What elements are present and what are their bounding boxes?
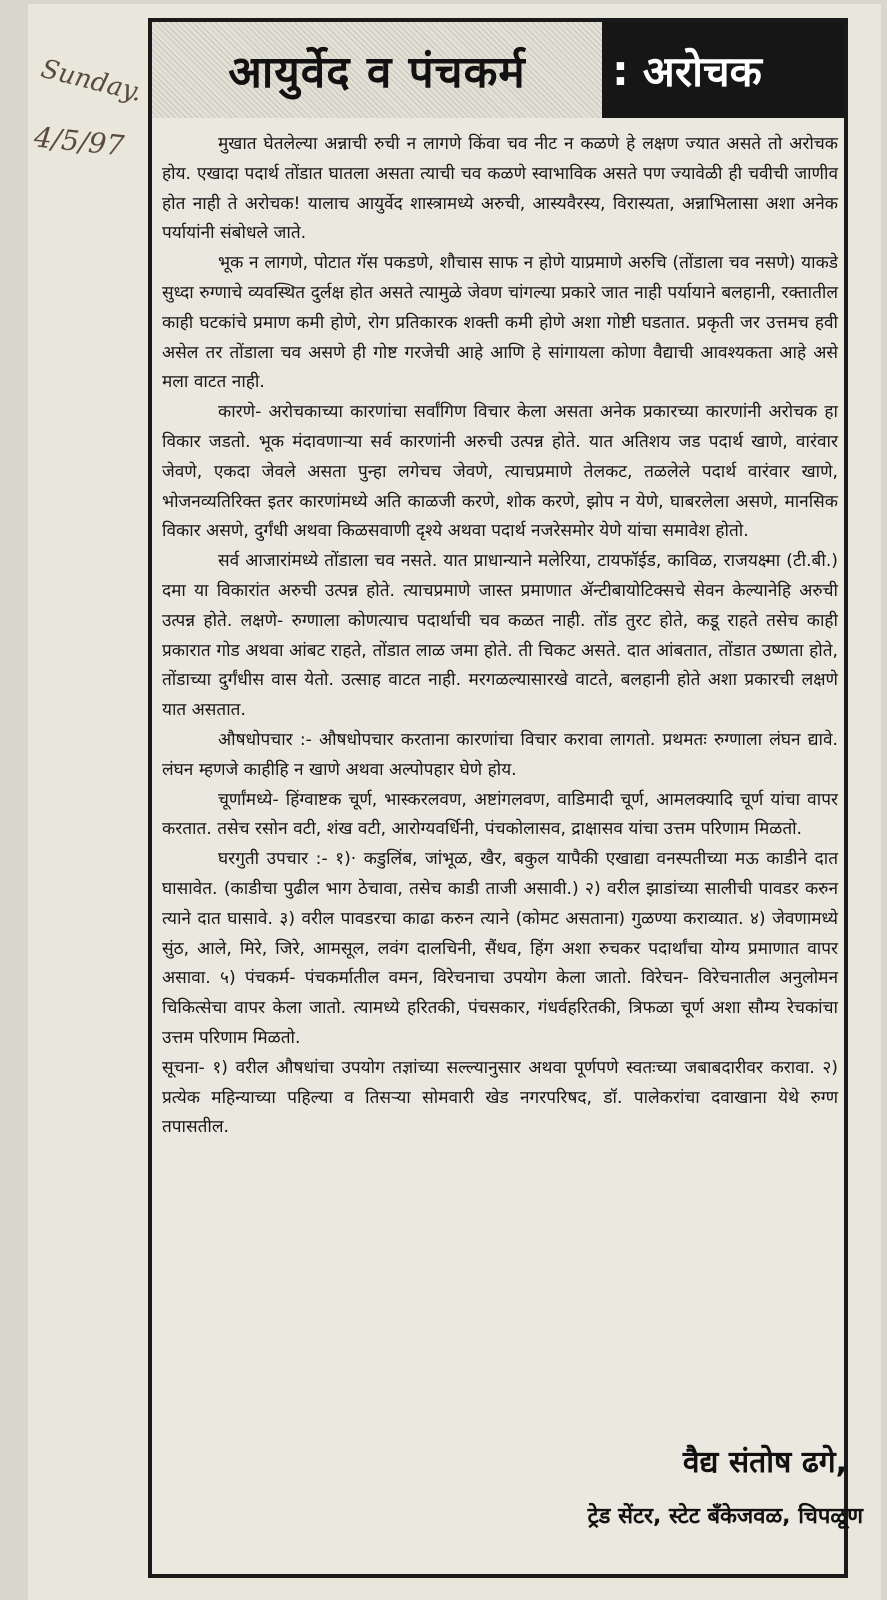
paragraph-causes: कारणे- अरोचकाच्या कारणांचा सर्वांगिण विचार केला असता अनेक प्रकारच्या कारणांनी अरोचक हा विकार जडतो. भूक मंदावणाऱ्या सर्व कारणांनी अरुची उत्पन्न होते. यात अतिशय जड पदार्थ खाणे, वारंवार जेवणे, एकदा जेवले असता पुन्हा लगेचच जेवणे, त्याचप्रमाणे तेलकट, तळलेले पदार्थ वारंवार खाणे, भोजनव्यतिरिक्त इतर कारणांमध्ये अति काळजी करणे, शोक करणे, झोप न येणे, घाबरलेला असणे, मानसिक विकार असणे, दुर्गंधी अथवा किळसवाणी दृश्ये अथवा पदार्थ नजरेसमोर येणे यांचा समावेश होतो. bbox=[162, 402, 838, 542]
title-separator: : bbox=[612, 45, 629, 95]
paragraph-treatment: औषधोपचार :- औषधोपचार करताना कारणांचा विचार करावा लागतो. प्रथमतः रुग्णाला लंघन द्यावे. लंघन म्हणजे काहीहि न खाणे अथवा अल्पोपहार घेणे होय. bbox=[162, 729, 838, 780]
author-signature: वैद्य संतोष ढगे, bbox=[682, 1445, 847, 1480]
paragraph-symptoms: सर्व आजारांमध्ये तोंडाला चव नसते. यात प्राधान्याने मलेरिया, टायफॉईड, काविळ, राजयक्ष्मा (टी.बी.) दमा या विकारांत अरुची उत्पन्न होते. त्याचप्रमाणे जास्त प्रमाणात ॲन्टीबायोटिक्सचे सेवन केल्यानेहि अरुची उत्पन्न होते. लक्षणे- रुग्णाला कोणत्याच पदार्थाची चव कळत नाही. तोंड तुरट होते, कडू राहते तसेच काही प्रकारात गोड अथवा आंबट राहते, तोंडात लाळ जमा होते. ती चिकट असते. दात आंबतात, तोंडात उष्णता होते, तोंडाच्या दुर्गंधीस वास येतो. उत्साह वाटत नाही. मरगळल्यासारखे वाटते, बलहानी होते अशा प्रकारची लक्षणे यात असतात. bbox=[162, 551, 838, 721]
paragraph-intro: मुखात घेतलेल्या अन्नाची रुची न लागणे किंवा चव नीट न कळणे हे लक्षण ज्यात असते तो अरोचक होय. एखादा पदार्थ तोंडात घातला असता त्याची चव कळणे स्वाभाविक असते पण ज्यावेळी ही चवीची जाणीव होत नाही ते अरोचक! यालाच आयुर्वेद शास्त्रामध्ये अरुची, आस्यवैरस्य, विरास्यता, अन्नाभिलासा अशा अनेक पर्यायांनी संबोधले जाते. bbox=[162, 134, 838, 244]
article-header bbox=[152, 22, 844, 118]
article-frame bbox=[148, 18, 848, 1578]
article-title: अरोचक bbox=[642, 46, 762, 96]
paragraph-notice: सूचना- १) वरील औषधांचा उपयोग तज्ञांच्या सल्ल्यानुसार अथवा पूर्णपणे स्वतःच्या जबाबदारीवर करावा. २) प्रत्येक महिन्याच्या पहिल्या व तिसऱ्या सोमवारी खेड नगरपरिषद, डॉ. पालेकरांचा दवाखाना येथे रुग्ण तपासतील. bbox=[162, 1057, 838, 1138]
author-address: ट्रेड सेंटर, स्टेट बँकेजवळ, चिपळूण bbox=[587, 1504, 863, 1529]
handwritten-date-note: 4/5/97 bbox=[32, 120, 126, 163]
paragraph-effects: भूक न लागणे, पोटात गॅस पकडणे, शौचास साफ न होणे याप्रमाणे अरुचि (तोंडाला चव नसणे) याकडे सुध्दा रुग्णाचे व्यवस्थित दुर्लक्ष होत असते त्यामुळे जेवण चांगल्या प्रकारे जात नाही पर्यायाने बलहानी, रक्तातील काही घटकांचे प्रमाण कमी होणे, रोग प्रतिकारक शक्ती कमी होणे अशा गोष्टी घडतात. प्रकृती जर उत्तमच हवी असेल तर तोंडाला चव असणे ही गोष्ट गरजेची आहे आणि हे सांगायला कोणा वैद्याची आवश्यकता आहे असे मला वाटत नाही. bbox=[162, 253, 838, 393]
handwritten-day-note: Sunday. bbox=[37, 53, 146, 109]
article-title-block bbox=[602, 22, 844, 118]
column-title: आयुर्वेद व पंचकर्म bbox=[152, 22, 602, 118]
paragraph-powders: चूर्णांमध्ये- हिंग्वाष्टक चूर्ण, भास्करलवण, अष्टांगलवण, वाडिमादी चूर्ण, आमलक्यादि चूर्ण यांचा वापर करतात. तसेच रसोन वटी, शंख वटी, आरोग्यवर्धिनी, पंचकोलासव, द्राक्षासव यांचा उत्तम परिणाम मिळतो. bbox=[162, 789, 838, 840]
article-body bbox=[162, 130, 838, 1143]
paragraph-home-remedies: घरगुती उपचार :- १)· कडुलिंब, जांभूळ, खैर, बकुल यापैकी एखाद्या वनस्पतीच्या मऊ काडीने दात घासावेत. (काडीचा पुढील भाग ठेचावा, तसेच काडी ताजी असावी.) २) वरील झाडांच्या सालीची पावडर करुन त्याने दात घासावे. ३) वरील पावडरचा काढा करुन त्याने (कोमट असताना) गुळण्या कराव्यात. ४) जेवणामध्ये सुंठ, आले, मिरे, जिरे, आमसूल, लवंग दालचिनी, सैंधव, हिंग अशा रुचकर पदार्थांचा योग्य प्रमाणात वापर असावा. ५) पंचकर्म- पंचकर्मातील वमन, विरेचनाचा उपयोग केला जातो. विरेचन- विरेचनातील अनुलोमन चिकित्सेचा वापर केला जातो. त्यामध्ये हरितकी, पंचसकार, गंधर्वहरितकी, त्रिफळा चूर्ण अशा सौम्य रेचकांचा उत्तम परिणाम मिळतो. bbox=[162, 849, 838, 1048]
